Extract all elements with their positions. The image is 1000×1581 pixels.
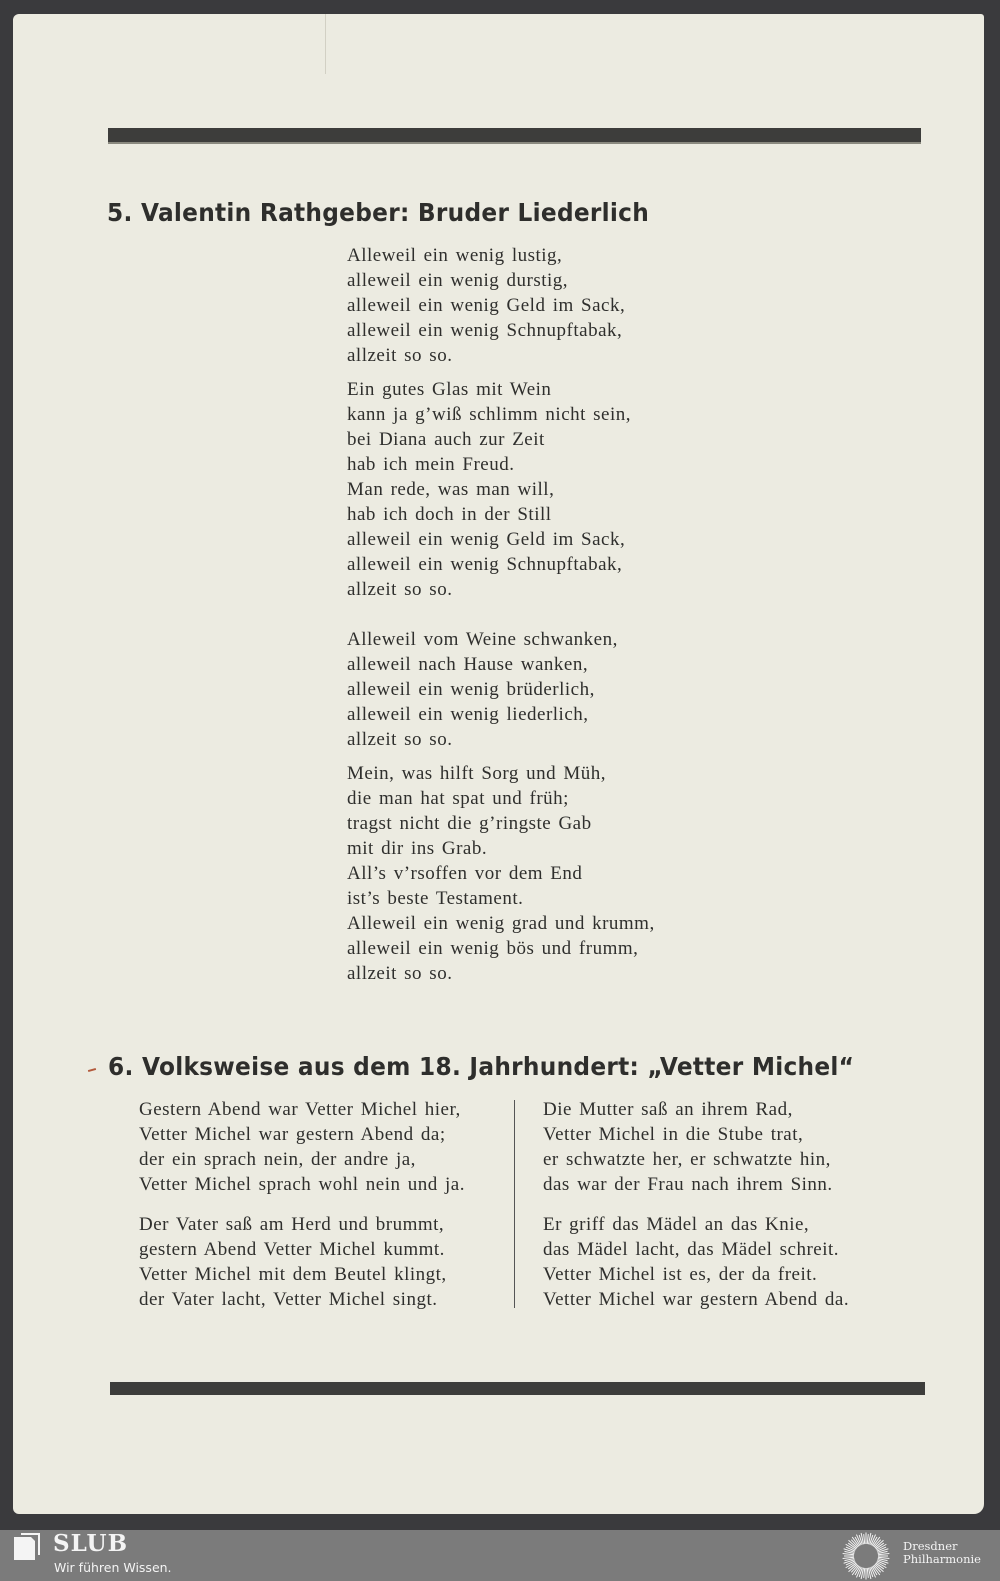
lyric-line: alleweil ein wenig liederlich, <box>347 704 589 725</box>
lyric-line: Vetter Michel in die Stube trat, <box>543 1124 804 1145</box>
lyric-line: alleweil nach Hause wanken, <box>347 654 589 675</box>
lyric-line: tragst nicht die g’ringste Gab <box>347 813 592 834</box>
paper-crease <box>325 14 326 74</box>
philharmonie-name-line-1: Dresdner <box>903 1539 958 1553</box>
top-divider-rule <box>108 128 921 142</box>
slub-logo-name: SLUB <box>53 1530 129 1557</box>
lyric-line: All’s v’rsoffen vor dem End <box>347 863 583 884</box>
lyric-line: hab ich doch in der Still <box>347 504 552 525</box>
lyric-line: das Mädel lacht, das Mädel schreit. <box>543 1239 840 1260</box>
lyric-line: ist’s beste Testament. <box>347 888 524 909</box>
lyric-line: alleweil ein wenig durstig, <box>347 270 569 291</box>
lyric-line: der Vater lacht, Vetter Michel singt. <box>139 1289 438 1310</box>
lyric-line: Ein gutes Glas mit Wein <box>347 379 552 400</box>
lyric-line: alleweil ein wenig brüderlich, <box>347 679 595 700</box>
lyric-line: Vetter Michel mit dem Beutel klingt, <box>139 1264 447 1285</box>
philharmonie-logo-name <box>903 1540 981 1566</box>
lyric-line: Vetter Michel ist es, der da freit. <box>543 1264 818 1285</box>
lyric-line: mit dir ins Grab. <box>347 838 488 859</box>
lyric-line: alleweil ein wenig Geld im Sack, <box>347 529 626 550</box>
lyric-line: das war der Frau nach ihrem Sinn. <box>543 1174 833 1195</box>
lyric-line: allzeit so so. <box>347 729 453 750</box>
sunburst-ray <box>843 1554 854 1555</box>
stanza <box>139 1212 465 1312</box>
lyric-line: allzeit so so. <box>347 579 453 600</box>
sunburst-ray <box>878 1554 889 1555</box>
lyric-line: Vetter Michel war gestern Abend da; <box>139 1124 446 1145</box>
lyric-line: allzeit so so. <box>347 963 453 984</box>
footer-bar <box>0 1530 1000 1581</box>
sunburst-ray <box>843 1557 854 1558</box>
song-5-title: 5. Valentin Rathgeber: Bruder Liederlich <box>107 198 650 227</box>
stanza <box>543 1212 849 1312</box>
lyric-line: kann ja g’wiß schlimm nicht sein, <box>347 404 632 425</box>
bottom-divider-rule <box>110 1382 925 1395</box>
stanza <box>347 627 655 752</box>
lyric-line: der ein sprach nein, der andre ja, <box>139 1149 416 1170</box>
stanza <box>139 1097 465 1197</box>
stanza <box>347 377 655 602</box>
lyric-line: Der Vater saß am Herd und brummt, <box>139 1214 445 1235</box>
stanza <box>347 243 655 368</box>
lyric-line: gestern Abend Vetter Michel kummt. <box>139 1239 445 1260</box>
lyric-line: alleweil ein wenig Schnupftabak, <box>347 554 623 575</box>
philharmonie-name-line-2: Philharmonie <box>903 1552 981 1566</box>
lyric-line: Man rede, was man will, <box>347 479 555 500</box>
lyric-line: die man hat spat und früh; <box>347 788 569 809</box>
lyric-line: Alleweil ein wenig grad und krumm, <box>347 913 655 934</box>
lyric-line: er schwatzte her, er schwatzte hin, <box>543 1149 831 1170</box>
book-icon <box>13 1533 41 1561</box>
lyric-line: Gestern Abend war Vetter Michel hier, <box>139 1099 461 1120</box>
slub-tagline: Wir führen Wissen. <box>54 1560 172 1575</box>
sunburst-ray <box>864 1534 865 1544</box>
column-divider <box>514 1100 515 1308</box>
sunburst-icon <box>842 1532 890 1580</box>
lyric-line: alleweil ein wenig Schnupftabak, <box>347 320 623 341</box>
song-5-lyrics <box>347 243 655 986</box>
stanza <box>543 1097 849 1197</box>
song-6-right-column <box>543 1097 849 1312</box>
stanza <box>347 761 655 986</box>
lyric-line: Die Mutter saß an ihrem Rad, <box>543 1099 793 1120</box>
lyric-line: bei Diana auch zur Zeit <box>347 429 545 450</box>
sunburst-ray <box>878 1557 889 1558</box>
lyric-line: allzeit so so. <box>347 345 453 366</box>
sunburst-ray <box>867 1534 868 1544</box>
lyric-line: alleweil ein wenig Geld im Sack, <box>347 295 626 316</box>
song-6-title: 6. Volksweise aus dem 18. Jahrhundert: „Vetter Michel“ <box>108 1052 855 1081</box>
lyric-line: Vetter Michel war gestern Abend da. <box>543 1289 850 1310</box>
song-6-left-column <box>139 1097 465 1312</box>
lyric-line: Alleweil ein wenig lustig, <box>347 245 563 266</box>
sunburst-ray <box>867 1568 868 1578</box>
lyric-line: Er griff das Mädel an das Knie, <box>543 1214 810 1235</box>
lyric-line: alleweil ein wenig bös und frumm, <box>347 938 639 959</box>
lyric-line: Alleweil vom Weine schwanken, <box>347 629 618 650</box>
sunburst-ray <box>864 1568 865 1578</box>
lyric-line: Vetter Michel sprach wohl nein und ja. <box>139 1174 465 1195</box>
lyric-line: hab ich mein Freud. <box>347 454 515 475</box>
lyric-line: Mein, was hilft Sorg und Müh, <box>347 763 607 784</box>
